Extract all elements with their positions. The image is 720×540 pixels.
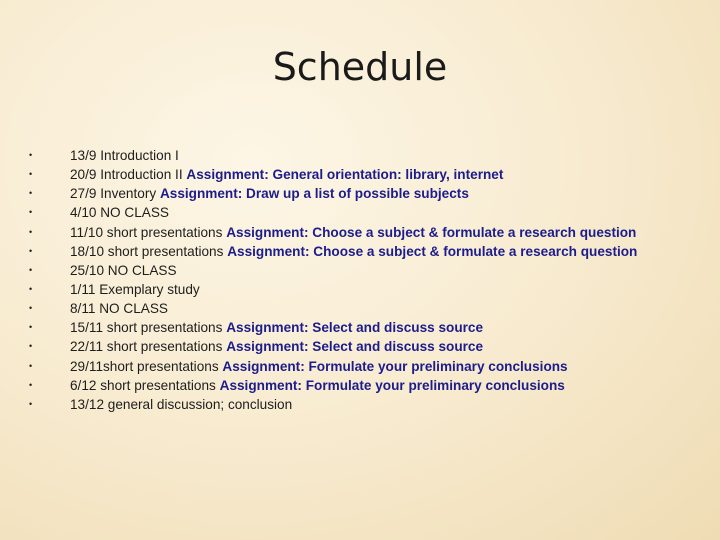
bullet-icon: • (29, 207, 33, 218)
schedule-item (0, 165, 720, 184)
schedule-item-text (70, 203, 169, 222)
schedule-item-text (70, 376, 565, 395)
schedule-item (0, 318, 720, 337)
assignment-label: Assignment: Formulate your preliminary conclusions (222, 358, 568, 374)
schedule-item (0, 223, 720, 242)
session-label: 15/11 short presentations (70, 320, 227, 336)
bullet-icon: • (29, 341, 33, 352)
schedule-item-text (70, 280, 200, 299)
bullet-icon: • (29, 226, 33, 237)
schedule-item-text (70, 337, 483, 356)
slide-title: Schedule (272, 45, 448, 89)
schedule-item-text (70, 357, 568, 376)
bullet-icon: • (29, 150, 33, 160)
session-label: 1/11 Exemplary study (70, 281, 200, 297)
session-label: 29/11short presentations (70, 358, 223, 374)
session-label: 22/11 short presentations (70, 339, 227, 355)
schedule-item-text (70, 165, 503, 184)
bullet-icon: • (29, 360, 33, 371)
schedule-item-text (70, 299, 168, 318)
session-label: 13/9 Introduction I (70, 148, 179, 163)
schedule-item-text (70, 242, 637, 261)
session-label: 8/11 NO CLASS (70, 301, 168, 317)
schedule-list (0, 146, 720, 414)
session-label: 18/10 short presentations (70, 243, 228, 259)
bullet-icon: • (29, 188, 33, 199)
session-label: 11/10 short presentations (70, 224, 227, 240)
schedule-item (0, 376, 720, 395)
schedule-item (0, 242, 720, 261)
bullet-icon: • (29, 264, 33, 275)
schedule-item-text (70, 184, 469, 203)
bullet-icon: • (29, 169, 33, 180)
schedule-item (0, 280, 720, 299)
schedule-item-text (70, 395, 292, 414)
schedule-item (0, 299, 720, 318)
bullet-icon: • (29, 379, 33, 390)
session-label: 20/9 Introduction II (70, 167, 187, 183)
session-label: 4/10 NO CLASS (70, 205, 169, 221)
schedule-item (0, 184, 720, 203)
session-label: 27/9 Inventory (70, 186, 160, 202)
assignment-label: Assignment: Select and discuss source (226, 320, 484, 336)
session-label: 6/12 short presentations (70, 377, 220, 393)
session-label: 25/10 NO CLASS (70, 262, 177, 278)
schedule-item (0, 337, 720, 356)
bullet-icon: • (29, 283, 33, 294)
assignment-label: Assignment: Draw up a list of possible subjects (159, 186, 469, 202)
assignment-label: Assignment: Select and discuss source (226, 339, 484, 355)
schedule-item-text (70, 261, 177, 280)
bullet-icon: • (29, 303, 33, 314)
assignment-label: Assignment: Choose a subject & formulate a research question (227, 243, 638, 259)
schedule-item (0, 395, 720, 414)
schedule-item (0, 146, 720, 165)
assignment-label: Assignment: General orientation: library, internet (186, 167, 504, 183)
schedule-item-text (70, 146, 179, 165)
bullet-icon: • (29, 398, 33, 409)
bullet-icon: • (29, 245, 33, 256)
schedule-item (0, 203, 720, 222)
schedule-item-text (70, 318, 483, 337)
schedule-item (0, 261, 720, 280)
schedule-item (0, 357, 720, 376)
session-label: 13/12 general discussion; conclusion (70, 396, 293, 412)
assignment-label: Assignment: Formulate your preliminary conclusions (219, 377, 565, 393)
bullet-icon: • (29, 322, 33, 333)
assignment-label: Assignment: Choose a subject & formulate a research question (226, 224, 637, 240)
schedule-item-text (70, 223, 636, 242)
